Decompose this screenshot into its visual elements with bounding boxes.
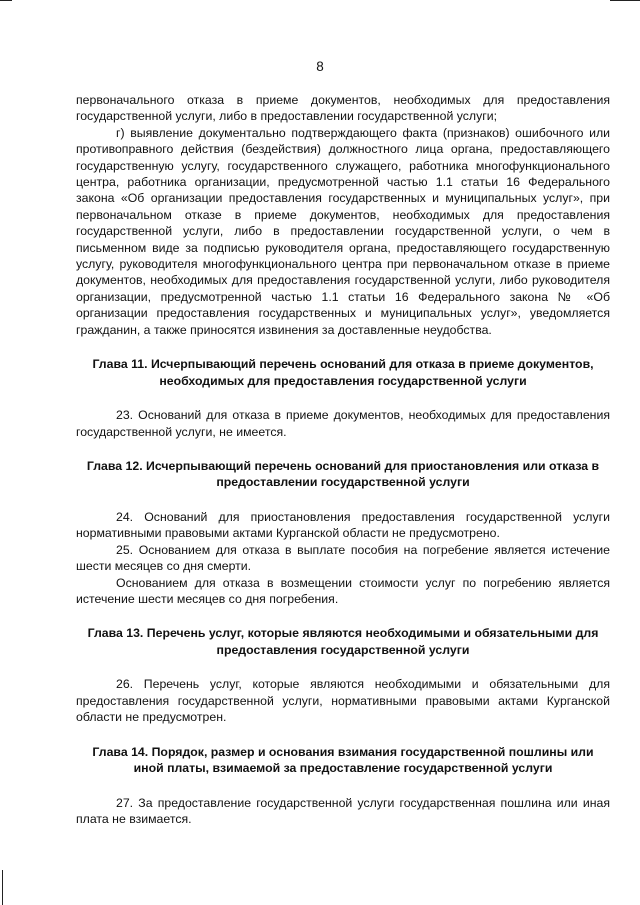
paragraph: 27. За предоставление государственной услуги государственная пошлина или иная плата не взимается.	[76, 795, 610, 826]
chapter-heading: Глава 12. Исчерпывающий перечень оснований для приостановления или отказа в предоставлении государственной услуги	[86, 458, 600, 490]
scan-edge-mark	[2, 870, 3, 905]
page-number: 8	[316, 59, 324, 74]
paragraph: 23. Оснований для отказа в приеме документов, необходимых для предоставления государственной услуги, не имеется.	[76, 408, 610, 439]
paragraph: г) выявление документально подтверждающего факта (признаков) ошибочного или противоправного действия (бездействия) должностного лица органа, предоставляющего государственную услугу, государственного служащего, работника многофункционального центра, работника организации, предусмотренной частью 1.1 статьи 16 Федерального закона «Об организации предоставления государственных и муниципальных услуг», при первоначальном отказе в приеме документов, необходимых для предоставления государственной услуги, либо в предоставлении государственной услуги, о чем в письменном виде за подписью руководителя органа, предоставляющего государственную услугу, руководителя многофункционального центра при первоначальном отказе в приеме документов, необходимых для предоставления государственной услуги, либо руководителя организации, предусмотренной частью 1.1 статьи 16 Федерального закона № «Об организации предоставления государственных и муниципальных услуг», уведомляется гражданин, а также приносятся извинения за доставленные неудобства.	[76, 125, 610, 337]
chapter-heading: Глава 13. Перечень услуг, которые являются необходимыми и обязательными для предоставления государственной услуги	[87, 626, 599, 657]
chapter-heading: Глава 14. Порядок, размер и основания взимания государственной пошлины или иной платы, взимаемой за предоставление государственной услуги	[92, 744, 594, 776]
document-body	[76, 92, 610, 827]
paragraph: 24. Оснований для приостановления предоставления государственной услуги нормативными правовыми актами Курганской области не предусмотрено.	[76, 509, 610, 541]
scan-edge-mark	[0, 0, 12, 1]
chapter-heading: Глава 11. Исчерпывающий перечень оснований для отказа в приеме документов, необходимых для предоставления государственной услуги	[92, 357, 594, 388]
paragraph: 25. Основанием для отказа в выплате пособия на погребение является истечение шести месяцев со дня смерти.	[76, 542, 610, 574]
paragraph: Основанием для отказа в возмещении стоимости услуг по погребению является истечение шести месяцев со дня погребения.	[76, 575, 610, 606]
scan-edge-mark	[610, 0, 640, 1]
paragraph: 26. Перечень услуг, которые являются необходимыми и обязательными для предоставления государственной услуги, нормативными правовыми актами Курганской области не предусмотрен.	[76, 677, 610, 725]
paragraph: первоначального отказа в приеме документов, необходимых для предоставления государственной услуги, либо в предоставлении государственной услуги;	[76, 93, 610, 124]
